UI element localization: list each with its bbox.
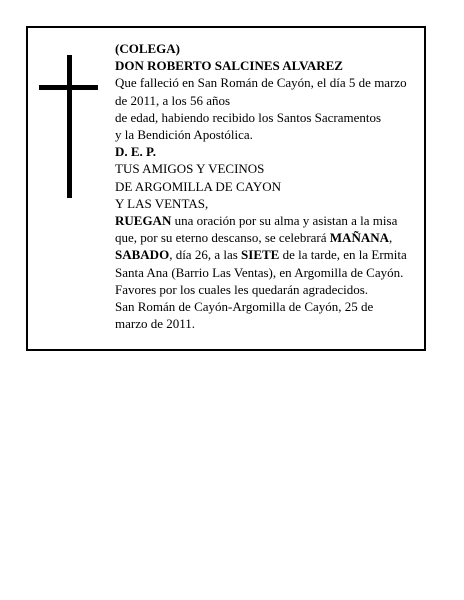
from-line: DE ARGOMILLA DE CAYON [115, 178, 281, 194]
place-date-line: San Román de Cayón-Argomilla de Cayón, 25 de [115, 299, 374, 315]
mass-line: que, por su eterno descanso, se celebrará MAÑANA, [115, 230, 393, 246]
from-line: Y LAS VENTAS, [115, 195, 209, 211]
death-info-line: Que falleció en San Román de Cayón, el día 5 de marzo [115, 75, 407, 91]
colleague-label: (COLEGA) [115, 41, 180, 56]
death-info-line: y la Bendición Apostólica. [115, 127, 253, 143]
deceased-name: DON ROBERTO SALCINES ALVAREZ [115, 58, 343, 74]
notice-text [115, 40, 420, 332]
manana-word: MAÑANA [329, 230, 389, 246]
death-info-line: de 2011, a los 56 años [115, 92, 231, 108]
from-line: TUS AMIGOS Y VECINOS [115, 161, 265, 177]
cross-icon [67, 55, 72, 198]
thanks-line: Favores por los cuales les quedarán agradecidos. [115, 281, 369, 297]
mass-line: Santa Ana (Barrio Las Ventas), en Argomilla de Cayón. [115, 264, 404, 280]
death-info-line: de edad, habiendo recibido los Santos Sacramentos [115, 109, 382, 125]
obituary-notice [26, 26, 426, 351]
cross-icon-bar [39, 85, 98, 90]
rip-label: D. E. P. [115, 144, 157, 160]
mass-line: RUEGAN una oración por su alma y asistan a la misa [115, 213, 398, 229]
mass-line: SABADO, día 26, a las SIETE de la tarde, en la Ermita [115, 247, 407, 263]
ruegan-word: RUEGAN [115, 213, 172, 229]
sabado-word: SABADO [115, 247, 170, 263]
place-date-line: marzo de 2011. [115, 316, 196, 332]
siete-word: SIETE [241, 247, 280, 263]
